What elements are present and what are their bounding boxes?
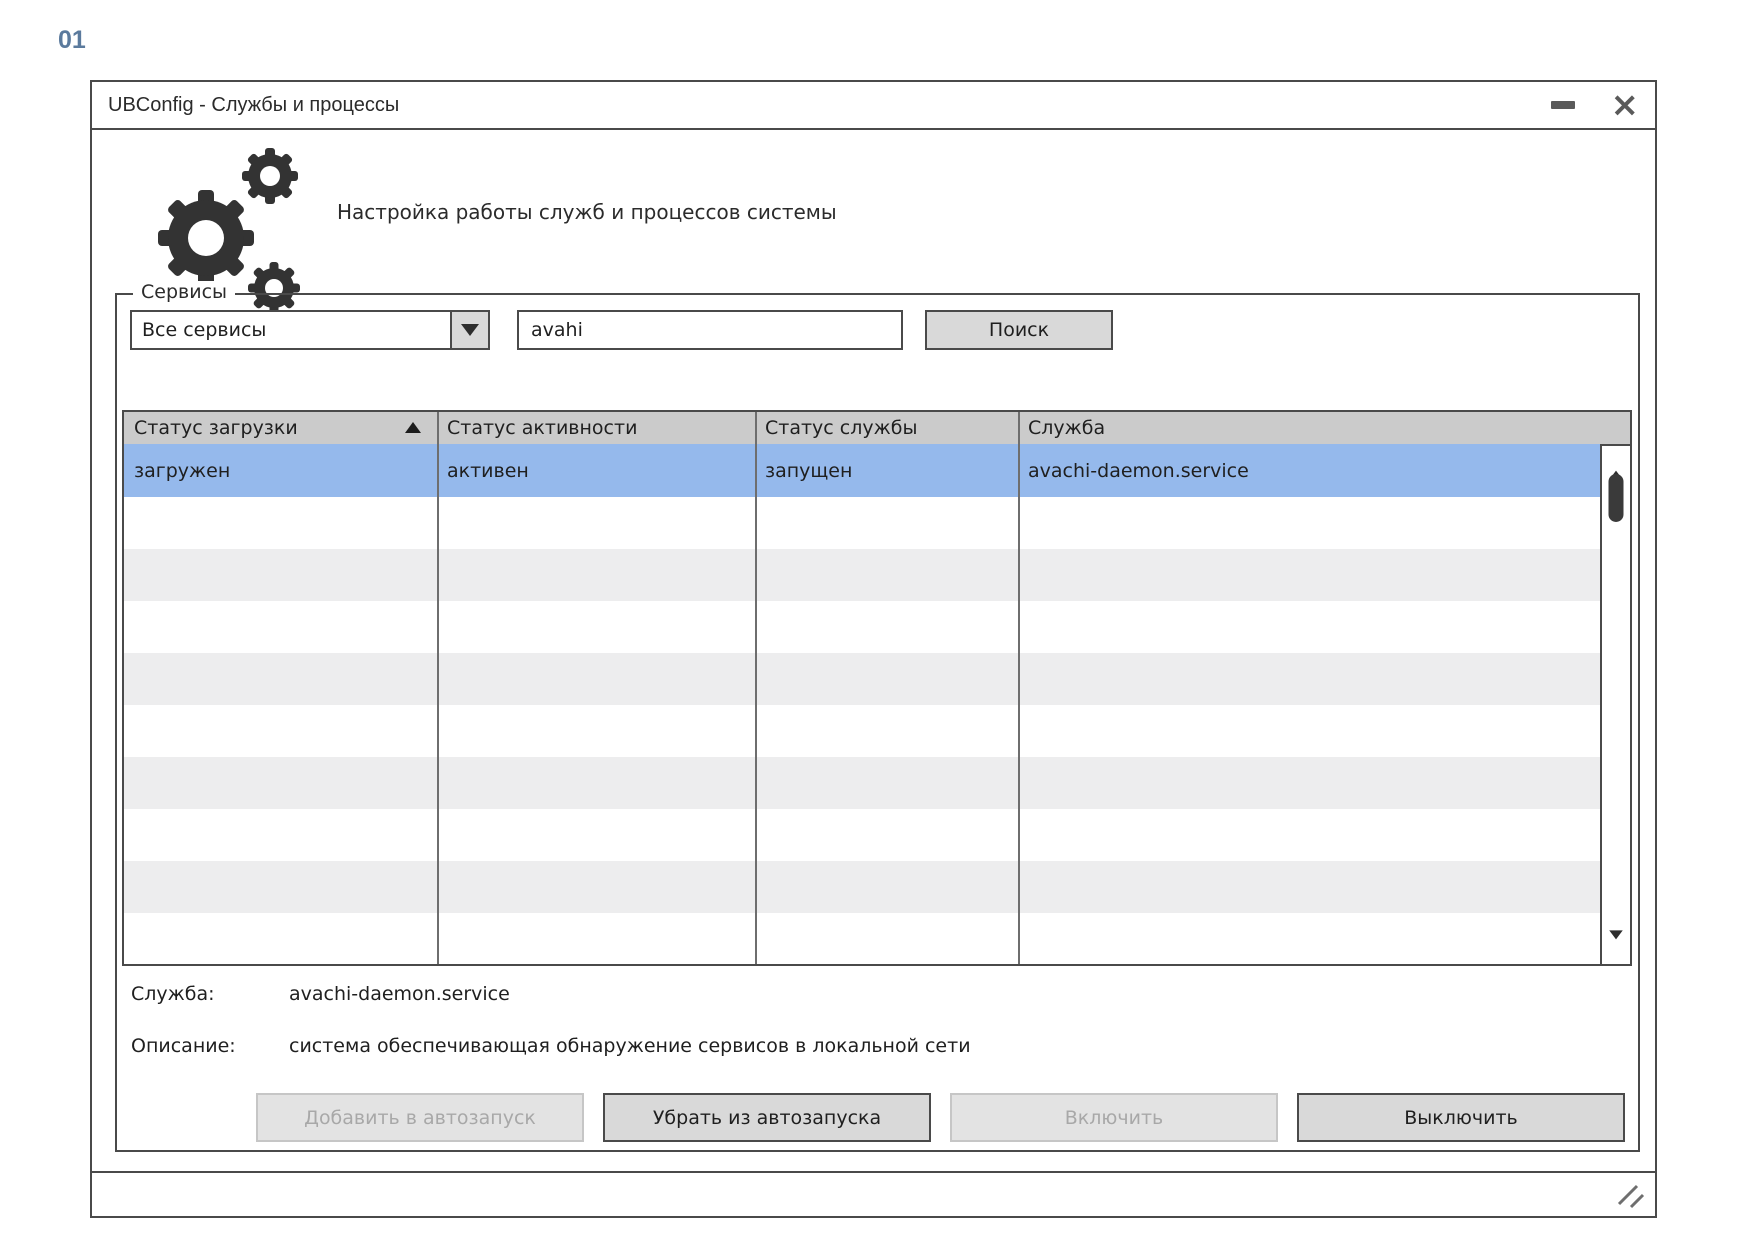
services-groupbox (115, 281, 1640, 1152)
title-bar[interactable] (92, 82, 1655, 130)
column-divider (755, 412, 757, 964)
table-row-empty[interactable] (124, 757, 1630, 809)
search-button[interactable]: Поиск (925, 310, 1113, 350)
disable-service-button[interactable]: Выключить (1297, 1093, 1625, 1142)
column-header-active-status[interactable] (437, 412, 755, 444)
dropdown-selected-value: Все сервисы (142, 319, 267, 341)
table-row-empty[interactable] (124, 913, 1630, 965)
table-row-empty[interactable] (124, 861, 1630, 913)
service-filter-dropdown[interactable] (130, 310, 490, 350)
close-icon[interactable]: × (1610, 85, 1639, 125)
description-detail-value: система обеспечивающая обнаружение сервисов в локальной сети (289, 1035, 971, 1057)
service-detail-label: Служба: (131, 983, 215, 1005)
dropdown-arrow-button[interactable] (450, 312, 488, 348)
groupbox-label: Сервисы (133, 281, 235, 303)
description-detail-label: Описание: (131, 1035, 236, 1057)
scroll-up-icon[interactable] (1609, 456, 1623, 470)
column-header-service-status[interactable] (755, 412, 1018, 444)
vertical-scrollbar[interactable] (1600, 444, 1630, 964)
column-divider (1018, 412, 1020, 964)
scroll-down-icon[interactable] (1609, 939, 1623, 953)
table-row-empty[interactable] (124, 705, 1630, 757)
add-to-autostart-button[interactable]: Добавить в автозапуск (256, 1093, 584, 1142)
enable-service-button[interactable]: Включить (950, 1093, 1278, 1142)
table-empty-rows (124, 497, 1630, 965)
resize-grip-icon[interactable] (1615, 1180, 1647, 1210)
services-table (122, 410, 1632, 966)
table-row-empty[interactable] (124, 601, 1630, 653)
table-header (124, 412, 1630, 444)
table-row-empty[interactable] (124, 809, 1630, 861)
window-title: UBConfig - Службы и процессы (108, 93, 400, 116)
chevron-down-icon (461, 324, 479, 336)
table-row-empty[interactable] (124, 549, 1630, 601)
app-subtitle: Настройка работы служб и процессов системы (337, 200, 837, 224)
status-bar (92, 1171, 1655, 1216)
table-row-empty[interactable] (124, 497, 1630, 549)
page-index-label: 01 (58, 26, 86, 54)
service-detail-value: avachi-daemon.service (289, 983, 510, 1005)
table-body (124, 444, 1630, 964)
cell-load-status: загружен (134, 459, 231, 482)
column-header-label: Статус загрузки (134, 417, 298, 439)
column-header-load-status[interactable] (124, 412, 437, 444)
remove-from-autostart-button[interactable]: Убрать из автозапуска (603, 1093, 931, 1142)
cell-active-status: активен (447, 459, 529, 482)
column-header-service[interactable] (1018, 412, 1630, 444)
column-header-label: Служба (1028, 417, 1106, 439)
sort-asc-icon (405, 422, 421, 433)
window-controls (1551, 85, 1640, 125)
scrollbar-thumb[interactable] (1609, 474, 1624, 522)
search-input[interactable] (517, 310, 903, 350)
cell-service: avachi-daemon.service (1028, 459, 1249, 482)
column-divider (437, 412, 439, 964)
cell-service-status: запущен (765, 459, 853, 482)
table-row-empty[interactable] (124, 653, 1630, 705)
app-window (90, 80, 1657, 1218)
column-header-label: Статус службы (765, 417, 918, 439)
minimize-icon[interactable] (1551, 101, 1575, 109)
table-row-selected[interactable] (124, 444, 1630, 497)
column-header-label: Статус активности (447, 417, 638, 439)
